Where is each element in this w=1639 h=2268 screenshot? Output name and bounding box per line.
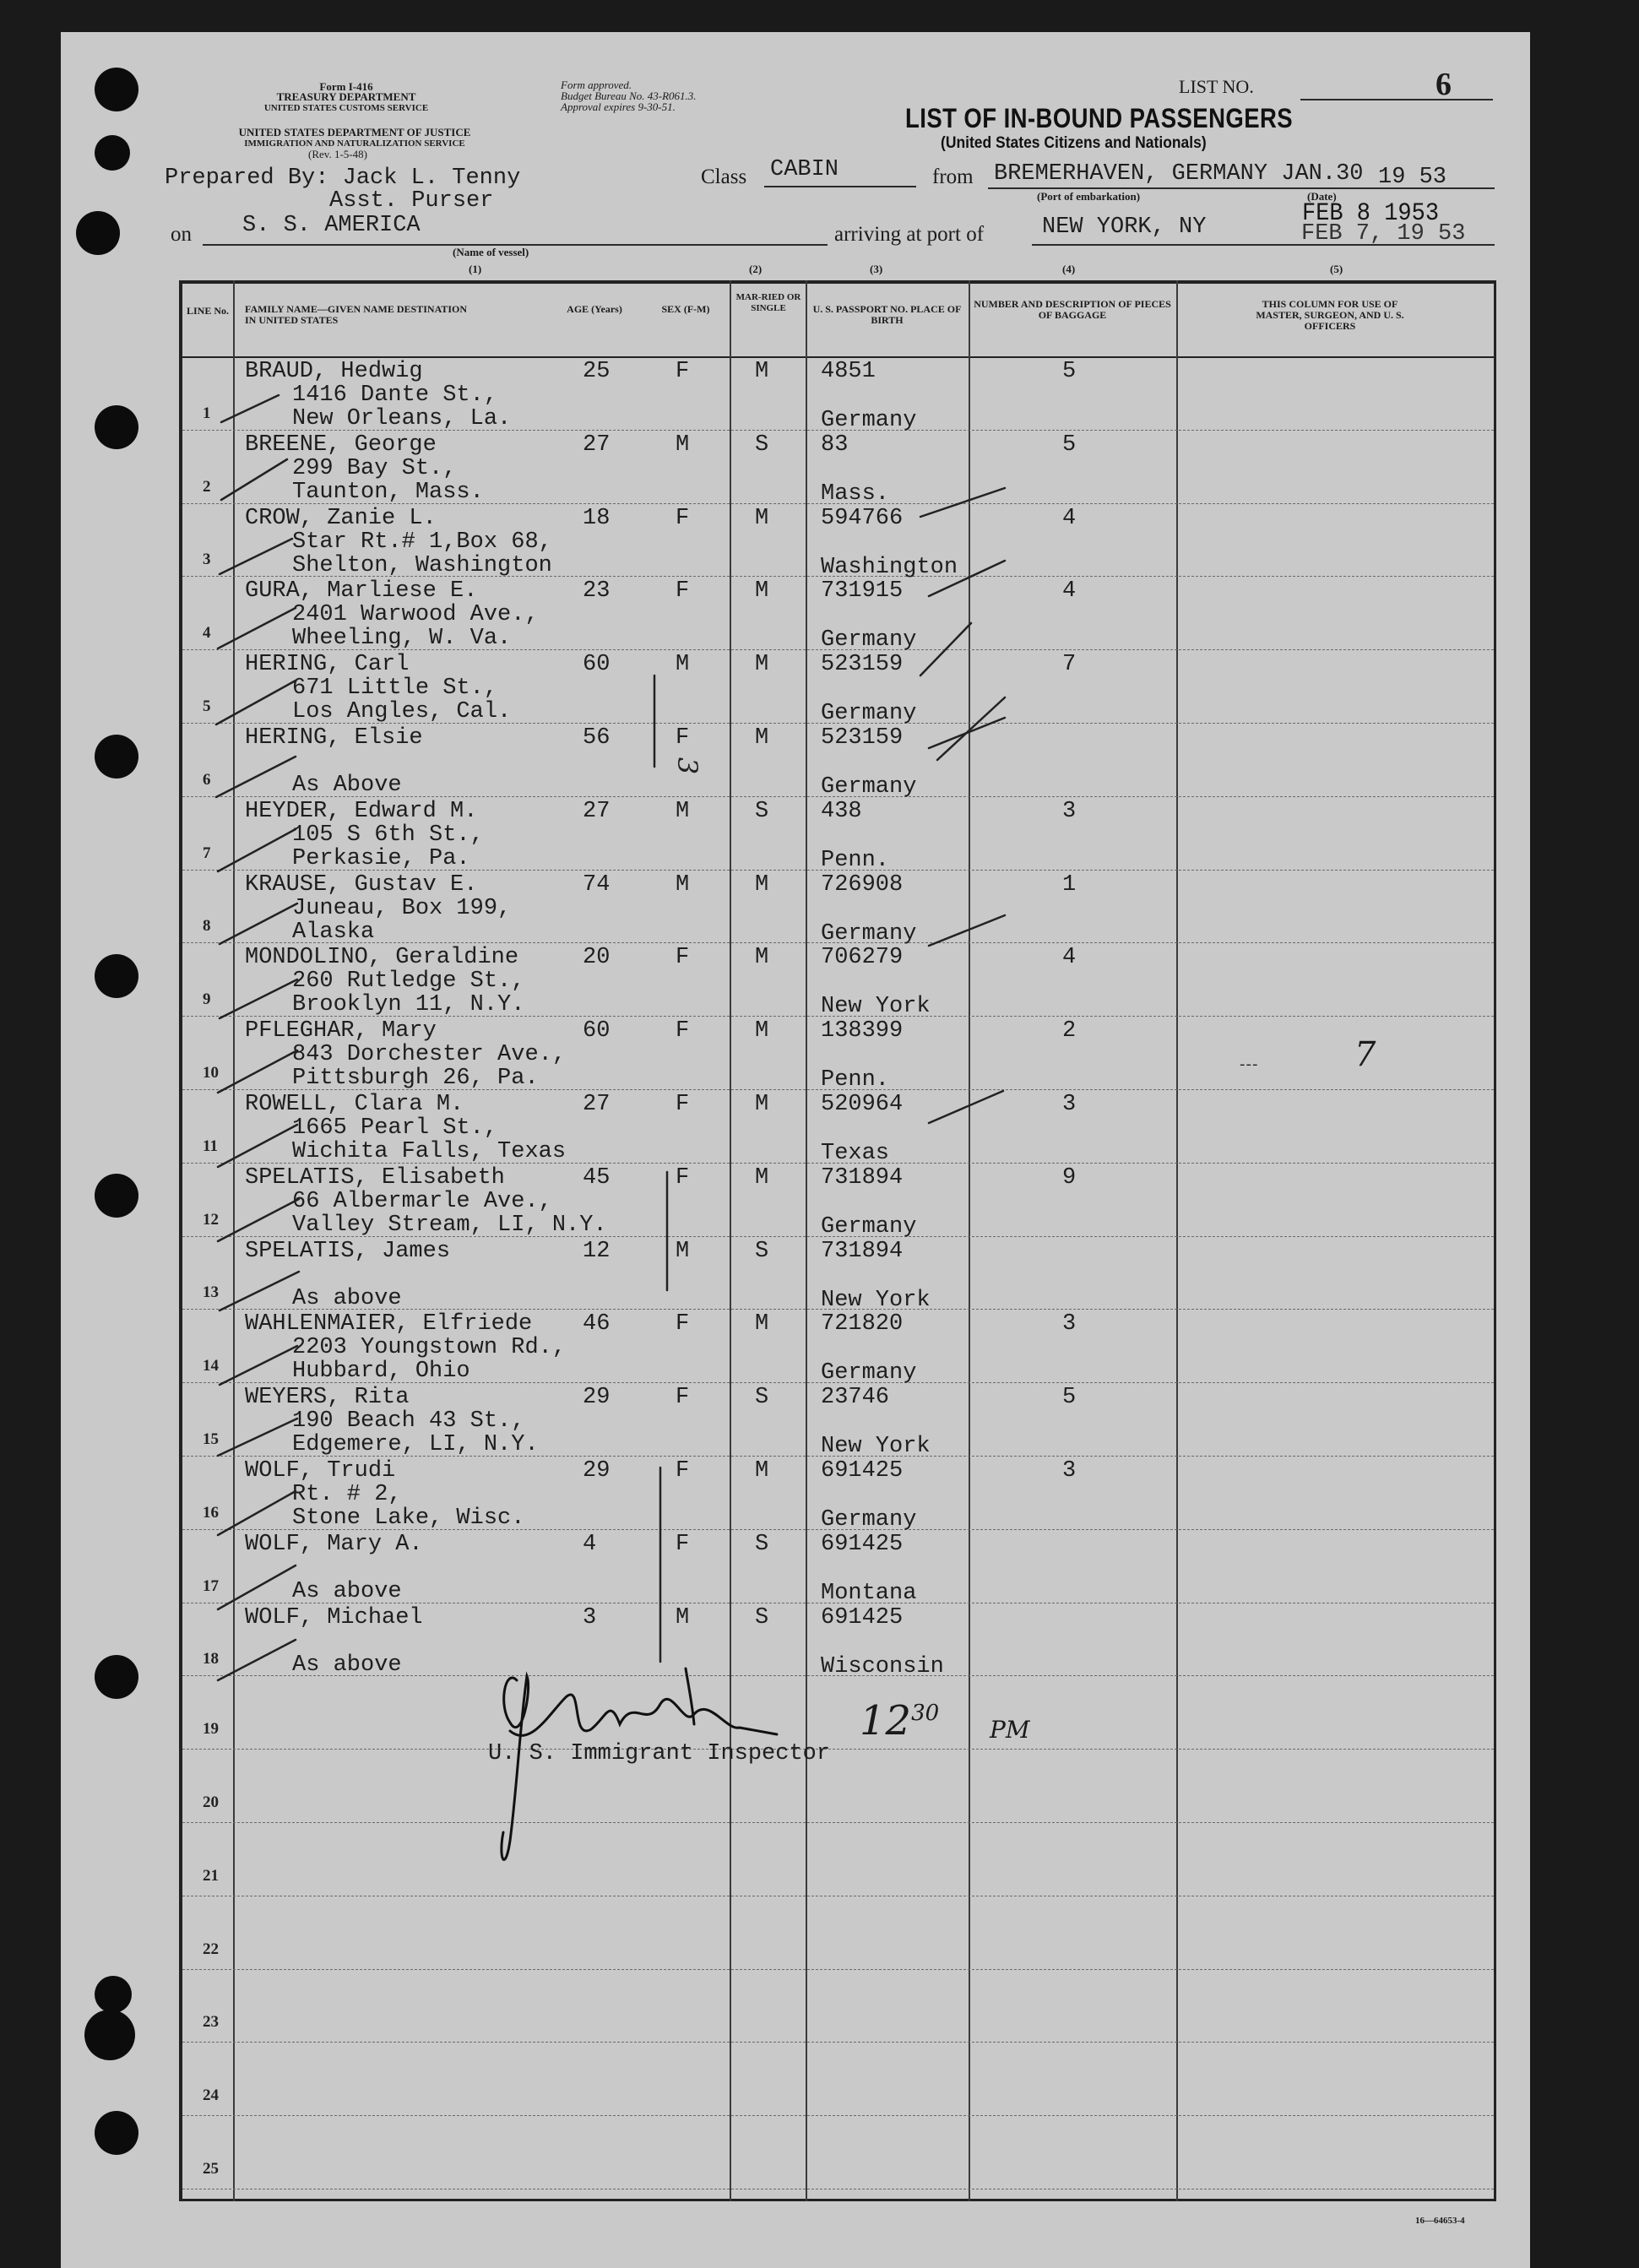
passenger-marital-status: M xyxy=(755,725,769,751)
passport-number: 691425 xyxy=(821,1604,904,1630)
place-of-birth: New York xyxy=(821,1287,931,1313)
line-number: 5 xyxy=(203,697,211,715)
punch-hole xyxy=(95,68,138,111)
class-label: Class xyxy=(701,165,747,188)
passenger-age: 20 xyxy=(583,945,611,971)
place-of-birth: Germany xyxy=(821,920,917,947)
passenger-sex: M xyxy=(676,652,690,678)
passenger-marital-status: M xyxy=(755,505,769,531)
passenger-address-line1: 2401 Warwood Ave., xyxy=(292,602,539,628)
passenger-sex: M xyxy=(676,871,690,898)
passenger-address-line2: Wichita Falls, Texas xyxy=(292,1139,567,1164)
passenger-age: 29 xyxy=(583,1385,611,1411)
arrival-date-typed: FEB 7, 19 53 xyxy=(1301,221,1466,247)
baggage-count: 5 xyxy=(1062,359,1077,384)
row-divider xyxy=(182,1969,1494,1970)
department-of-justice: UNITED STATES DEPARTMENT OF JUSTICE xyxy=(238,126,471,138)
passenger-sex: M xyxy=(676,431,690,458)
from-value: BREMERHAVEN, GERMANY JAN.30 xyxy=(994,161,1364,187)
row-divider xyxy=(182,1822,1494,1823)
col-header-age: AGE (Years) xyxy=(567,303,622,315)
passenger-marital-status: M xyxy=(755,1164,769,1191)
page-title: LIST OF IN-BOUND PASSENGERS xyxy=(905,103,1294,133)
passenger-sex: F xyxy=(676,505,690,531)
place-of-birth: Penn. xyxy=(821,1067,890,1093)
passport-number: 520964 xyxy=(821,1092,904,1117)
passenger-name: GURA, Marliese E. xyxy=(245,578,478,605)
passenger-address-line2: Brooklyn 11, N.Y. xyxy=(292,992,525,1018)
passenger-age: 3 xyxy=(583,1604,597,1630)
passport-number: 23746 xyxy=(821,1385,890,1411)
passenger-marital-status: M xyxy=(755,359,769,384)
passenger-address-line1: 1665 Pearl St., xyxy=(292,1115,498,1141)
passenger-name: WEYERS, Rita xyxy=(245,1385,410,1411)
place-of-birth: Germany xyxy=(821,1507,917,1533)
place-of-birth: Mass. xyxy=(821,480,890,507)
passenger-address-line2: Hubbard, Ohio xyxy=(292,1359,470,1385)
passport-number: 731894 xyxy=(821,1238,904,1264)
passport-number: 691425 xyxy=(821,1458,904,1484)
place-of-birth: Germany xyxy=(821,627,917,654)
passenger-marital-status: S xyxy=(755,1604,769,1630)
passenger-sex: F xyxy=(676,1018,690,1044)
place-of-birth: New York xyxy=(821,994,931,1020)
punch-hole xyxy=(84,2010,135,2060)
passenger-address-line2: Taunton, Mass. xyxy=(292,479,484,505)
passenger-sex: M xyxy=(676,1238,690,1264)
passenger-marital-status: S xyxy=(755,1385,769,1411)
time-hour: 12 xyxy=(860,1697,912,1744)
punch-hole xyxy=(95,135,130,171)
punch-hole xyxy=(95,1174,138,1218)
passenger-marital-status: S xyxy=(755,1238,769,1264)
passenger-marital-status: M xyxy=(755,652,769,678)
row-divider xyxy=(182,1749,1494,1750)
punch-hole xyxy=(95,405,138,449)
passenger-sex: F xyxy=(676,1164,690,1191)
passenger-name: WAHLENMAIER, Elfriede xyxy=(245,1311,533,1337)
passenger-address-line2: New Orleans, La. xyxy=(292,406,512,431)
class-underline xyxy=(764,186,916,187)
passport-number: 4851 xyxy=(821,359,876,384)
passenger-address-line2: Perkasie, Pa. xyxy=(292,845,470,871)
line-number: 10 xyxy=(203,1064,219,1082)
class-value: CABIN xyxy=(770,157,839,182)
place-of-birth: Washington xyxy=(821,554,958,580)
baggage-count: 9 xyxy=(1062,1164,1077,1191)
printer-code: 16—64653-4 xyxy=(1415,2216,1465,2226)
line-number: 3 xyxy=(203,551,211,569)
passenger-name: CROW, Zanie L. xyxy=(245,505,437,531)
line-number: 18 xyxy=(203,1650,219,1668)
passenger-address-line1: 190 Beach 43 St., xyxy=(292,1408,525,1435)
column-divider xyxy=(233,280,235,2201)
passenger-marital-status: M xyxy=(755,578,769,605)
ins: IMMIGRATION AND NATURALIZATION SERVICE xyxy=(244,138,465,149)
passenger-sex: F xyxy=(676,725,690,751)
place-of-birth: New York xyxy=(821,1434,931,1460)
passenger-name: HERING, Carl xyxy=(245,652,410,678)
passenger-sex: M xyxy=(676,1604,690,1630)
line-number: 4 xyxy=(203,624,211,643)
passenger-name: HERING, Elsie xyxy=(245,725,423,751)
passenger-age: 25 xyxy=(583,359,611,384)
arrival-date-stamp: FEB 8 1953 xyxy=(1302,199,1440,228)
line-number: 12 xyxy=(203,1210,219,1229)
passenger-address-line1: Rt. # 2, xyxy=(292,1482,402,1507)
baggage-count: 4 xyxy=(1062,578,1077,605)
line-number: 23 xyxy=(203,2013,219,2032)
passenger-address-line2: As above xyxy=(292,1285,402,1311)
passenger-sex: F xyxy=(676,578,690,605)
line-number: 14 xyxy=(203,1357,219,1375)
arriving-underline xyxy=(1032,244,1495,246)
col-header-married: MAR-RIED OR SINGLE xyxy=(735,292,801,313)
punch-hole xyxy=(95,1655,138,1699)
passport-number: 594766 xyxy=(821,505,904,531)
col-header-sex: SEX (F-M) xyxy=(661,303,710,315)
passenger-age: 29 xyxy=(583,1458,611,1484)
passenger-age: 23 xyxy=(583,578,611,605)
hering-mark: 3 xyxy=(671,757,704,775)
passport-number: 706279 xyxy=(821,945,904,971)
passenger-address-line1: 1416 Dante St., xyxy=(292,383,498,408)
table-border-left xyxy=(179,280,182,2201)
passenger-name: KRAUSE, Gustav E. xyxy=(245,871,478,898)
form-number: Form I-416 xyxy=(319,80,373,93)
from-underline xyxy=(988,187,1495,189)
treasury-department: TREASURY DEPARTMENT xyxy=(276,90,416,103)
passenger-marital-status: S xyxy=(755,431,769,458)
passport-number: 726908 xyxy=(821,871,904,898)
line-number: 11 xyxy=(203,1137,218,1155)
passenger-age: 60 xyxy=(583,652,611,678)
customs-service: UNITED STATES CUSTOMS SERVICE xyxy=(263,103,429,113)
line-number: 2 xyxy=(203,477,211,496)
line-number: 7 xyxy=(203,844,211,862)
passenger-address-line2: As above xyxy=(292,1578,402,1604)
baggage-count: 1 xyxy=(1062,871,1077,898)
col-number-2: (2) xyxy=(749,263,763,275)
passenger-name: HEYDER, Edward M. xyxy=(245,798,478,824)
passenger-sex: F xyxy=(676,1385,690,1411)
prepared-by: Prepared By: Jack L. Tenny xyxy=(165,165,521,191)
line-number: 13 xyxy=(203,1283,219,1302)
approval-expiry: Approval expires 9-30-51. xyxy=(561,100,676,113)
column-divider xyxy=(730,280,731,2201)
place-of-birth: Germany xyxy=(821,408,917,433)
passenger-address-line2: Valley Stream, LI, N.Y. xyxy=(292,1212,607,1238)
passenger-address-line2: Alaska xyxy=(292,919,375,945)
passenger-name: WOLF, Trudi xyxy=(245,1458,396,1484)
arriving-port: NEW YORK, NY xyxy=(1042,214,1207,240)
passenger-address-line1: 843 Dorchester Ave., xyxy=(292,1042,567,1068)
passenger-age: 74 xyxy=(583,871,611,898)
passport-number: 731894 xyxy=(821,1164,904,1191)
list-no-label: LIST NO. xyxy=(1179,76,1254,97)
line-number: 15 xyxy=(203,1430,219,1448)
baggage-count: 2 xyxy=(1062,1018,1077,1044)
place-of-birth: Germany xyxy=(821,774,917,800)
line-number: 19 xyxy=(203,1720,219,1739)
passenger-sex: F xyxy=(676,359,690,384)
list-no-value: 6 xyxy=(1435,67,1452,102)
place-of-birth: Germany xyxy=(821,701,917,727)
passport-number: 731915 xyxy=(821,578,904,605)
line-number: 22 xyxy=(203,1940,219,1958)
passenger-age: 27 xyxy=(583,431,611,458)
passenger-marital-status: M xyxy=(755,1092,769,1117)
passenger-age: 46 xyxy=(583,1311,611,1337)
passenger-sex: F xyxy=(676,945,690,971)
col-number-3: (3) xyxy=(870,263,883,275)
from-year: 19 53 xyxy=(1378,165,1447,190)
passenger-sex: M xyxy=(676,798,690,824)
passport-number: 138399 xyxy=(821,1018,904,1044)
form-approved: Form approved. xyxy=(561,79,632,91)
vessel-name: S. S. AMERICA xyxy=(242,213,421,238)
passenger-age: 27 xyxy=(583,798,611,824)
passenger-marital-status: M xyxy=(755,871,769,898)
passenger-address-line1: Star Rt.# 1,Box 68, xyxy=(292,529,552,555)
passport-number: 438 xyxy=(821,798,862,824)
passenger-marital-status: M xyxy=(755,945,769,971)
baggage-count: 3 xyxy=(1062,1092,1077,1117)
baggage-count: 4 xyxy=(1062,945,1077,971)
line-number: 8 xyxy=(203,917,211,936)
passenger-address-line1: 105 S 6th St., xyxy=(292,822,484,848)
column-divider xyxy=(806,280,807,2201)
on-label: on xyxy=(171,223,192,246)
passenger-name: BRAUD, Hedwig xyxy=(245,359,423,384)
passport-number: 523159 xyxy=(821,725,904,751)
place-of-birth: Montana xyxy=(821,1580,917,1606)
from-label: from xyxy=(932,165,974,188)
passport-number: 523159 xyxy=(821,652,904,678)
time-minutes: 30 xyxy=(911,1701,940,1726)
passenger-marital-status: M xyxy=(755,1311,769,1337)
arriving-label: arriving at port of xyxy=(834,223,985,246)
passenger-marital-status: M xyxy=(755,1458,769,1484)
baggage-count: 3 xyxy=(1062,1311,1077,1337)
place-of-birth: Germany xyxy=(821,1360,917,1386)
port-of-embarkation-caption: (Port of embarkation) xyxy=(1037,190,1141,203)
passenger-address-line1: 2203 Youngstown Rd., xyxy=(292,1335,567,1361)
passenger-sex: F xyxy=(676,1311,690,1337)
line-number: 21 xyxy=(203,1866,219,1885)
prepared-by-title: Asst. Purser xyxy=(329,188,494,214)
passenger-sex: F xyxy=(676,1531,690,1557)
passenger-name: PFLEGHAR, Mary xyxy=(245,1018,437,1044)
passenger-name: MONDOLINO, Geraldine xyxy=(245,945,519,971)
punch-hole xyxy=(76,211,120,255)
passenger-address-line2: Edgemere, LI, N.Y. xyxy=(292,1432,539,1458)
punch-hole xyxy=(95,2111,138,2155)
passenger-name: ROWELL, Clara M. xyxy=(245,1092,464,1117)
revision: (Rev. 1-5-48) xyxy=(308,148,367,160)
passenger-name: SPELATIS, Elisabeth xyxy=(245,1164,505,1191)
time-annotation xyxy=(860,1697,939,1744)
passenger-address-line2: Wheeling, W. Va. xyxy=(292,626,512,652)
punch-hole xyxy=(95,954,138,998)
vessel-caption: (Name of vessel) xyxy=(453,246,529,258)
passenger-address-line1: 671 Little St., xyxy=(292,676,498,702)
officer-dash: --- xyxy=(1240,1055,1259,1073)
baggage-count: 4 xyxy=(1062,505,1077,531)
passenger-address-line2: Los Angles, Cal. xyxy=(292,699,512,725)
passenger-address-line2: As Above xyxy=(292,773,402,798)
baggage-count: 5 xyxy=(1062,1385,1077,1411)
passenger-age: 18 xyxy=(583,505,611,531)
passenger-age: 56 xyxy=(583,725,611,751)
line-number: 25 xyxy=(203,2160,219,2178)
page-subtitle: (United States Citizens and Nationals) xyxy=(941,134,1207,152)
passenger-marital-status: S xyxy=(755,1531,769,1557)
inspector-caption: U. S. Immigrant Inspector xyxy=(488,1741,831,1766)
line-number: 6 xyxy=(203,770,211,789)
passenger-marital-status: M xyxy=(755,1018,769,1044)
passenger-address-line1: 260 Rutledge St., xyxy=(292,969,525,995)
passenger-address-line2: As above xyxy=(292,1652,402,1678)
col-header-passport: U. S. PASSPORT NO. PLACE OF BIRTH xyxy=(812,303,962,326)
line-number: 17 xyxy=(203,1576,219,1595)
punch-hole xyxy=(95,735,138,779)
passenger-age: 60 xyxy=(583,1018,611,1044)
place-of-birth: Texas xyxy=(821,1141,890,1166)
passenger-name: WOLF, Michael xyxy=(245,1604,423,1630)
column-divider xyxy=(969,280,970,2201)
passenger-age: 45 xyxy=(583,1164,611,1191)
passenger-address-line2: Pittsburgh 26, Pa. xyxy=(292,1066,539,1092)
place-of-birth: Germany xyxy=(821,1213,917,1240)
passenger-address-line2: Stone Lake, Wisc. xyxy=(292,1506,525,1531)
passenger-age: 4 xyxy=(583,1531,597,1557)
place-of-birth: Penn. xyxy=(821,847,890,873)
table-border-bottom xyxy=(179,2199,1496,2201)
passenger-address-line1: 299 Bay St., xyxy=(292,455,457,481)
passenger-address-line2: Shelton, Washington xyxy=(292,552,552,578)
baggage-count: 3 xyxy=(1062,1458,1077,1484)
budget-bureau: Budget Bureau No. 43-R061.3. xyxy=(561,90,697,102)
line-number: 24 xyxy=(203,2086,219,2105)
passenger-address-line1: Juneau, Box 199, xyxy=(292,895,512,921)
passenger-sex: F xyxy=(676,1458,690,1484)
passenger-name: SPELATIS, James xyxy=(245,1238,451,1264)
passenger-age: 12 xyxy=(583,1238,611,1264)
row-divider xyxy=(182,2042,1494,2043)
col-header-officers: THIS COLUMN FOR USE OF MASTER, SURGEON, AND U. S. OFFICERS xyxy=(1256,298,1404,332)
passenger-name: BREENE, George xyxy=(245,431,437,458)
line-number: 9 xyxy=(203,990,211,1009)
col-number-5: (5) xyxy=(1330,263,1343,275)
line-number: 20 xyxy=(203,1793,219,1811)
passport-number: 691425 xyxy=(821,1531,904,1557)
date-caption: (Date) xyxy=(1307,190,1337,203)
baggage-count: 3 xyxy=(1062,798,1077,824)
baggage-count: 5 xyxy=(1062,431,1077,458)
line-number: 1 xyxy=(203,404,211,422)
passport-number: 83 xyxy=(821,431,849,458)
line-number: 16 xyxy=(203,1503,219,1522)
table-border-right xyxy=(1494,280,1496,2201)
column-divider xyxy=(1176,280,1178,2201)
header-row-divider xyxy=(179,356,1496,358)
col-header-baggage: NUMBER AND DESCRIPTION OF PIECES OF BAGGAGE xyxy=(974,298,1171,321)
table-border-top xyxy=(179,280,1496,284)
col-number-1: (1) xyxy=(469,263,482,275)
punch-hole xyxy=(95,1976,132,2013)
time-ampm: PM xyxy=(990,1716,1030,1744)
passenger-sex: F xyxy=(676,1092,690,1117)
row-divider xyxy=(182,2115,1494,2116)
passenger-age: 27 xyxy=(583,1092,611,1117)
col-header-line-no: LINE No. xyxy=(186,305,229,317)
col-header-name: FAMILY NAME—GIVEN NAME DESTINATION IN UNITED STATES xyxy=(245,303,468,326)
passenger-address-line1: 66 Albermarle Ave., xyxy=(292,1188,552,1214)
passport-number: 721820 xyxy=(821,1311,904,1337)
baggage-count: 7 xyxy=(1062,652,1077,678)
officer-mark: 7 xyxy=(1354,1035,1376,1074)
col-number-4: (4) xyxy=(1062,263,1076,275)
passenger-name: WOLF, Mary A. xyxy=(245,1531,423,1557)
passenger-marital-status: S xyxy=(755,798,769,824)
place-of-birth: Wisconsin xyxy=(821,1653,944,1679)
list-no-underline xyxy=(1300,99,1493,100)
